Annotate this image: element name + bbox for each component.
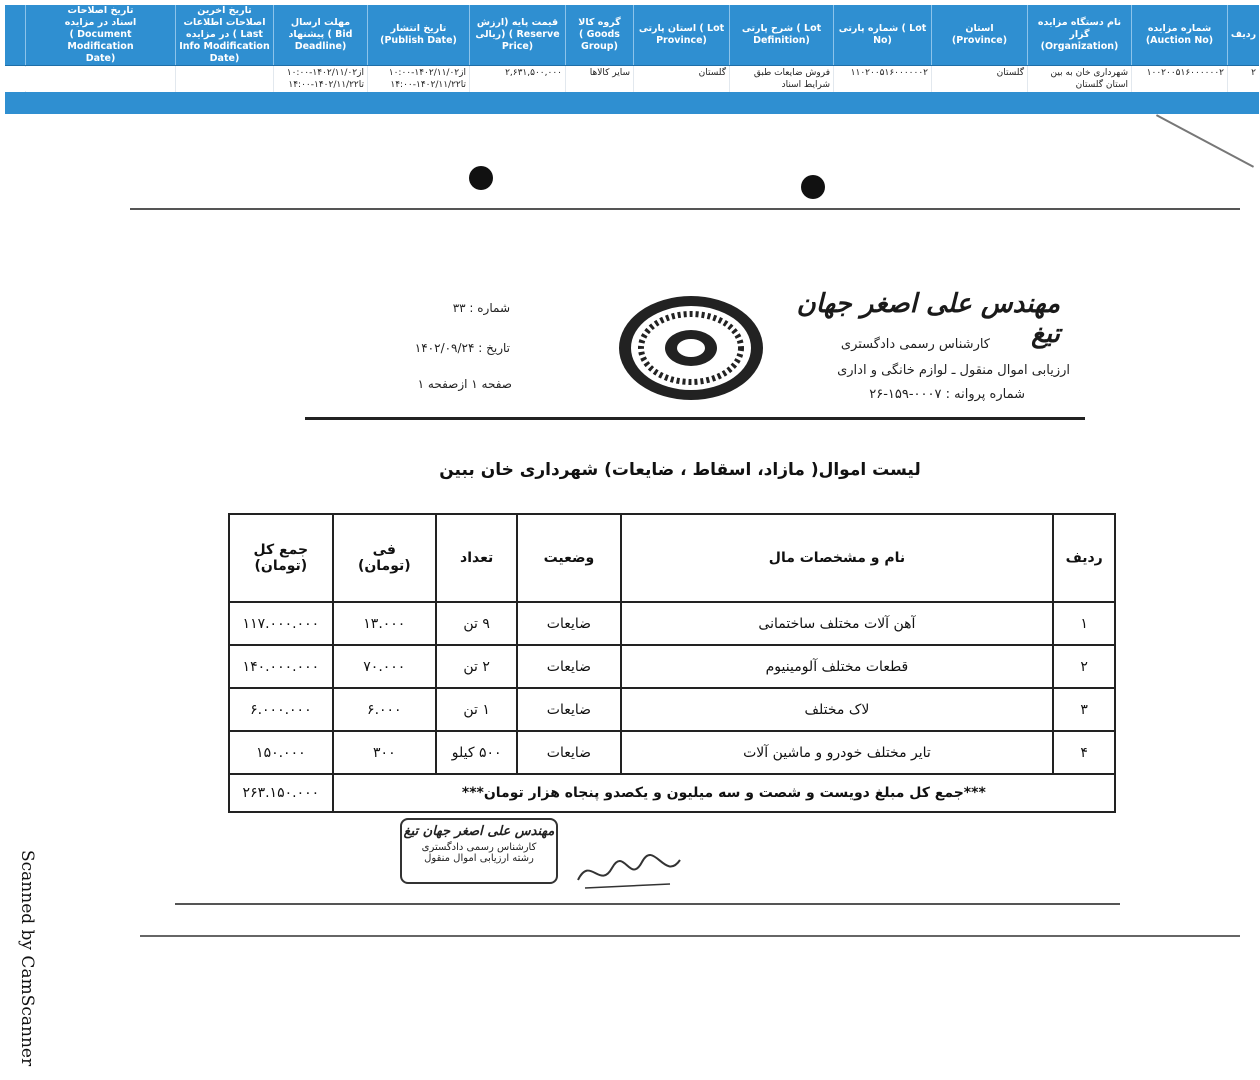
auction-header-lot-province: استان پارتی ( Lot Province) — [633, 5, 729, 65]
goods-table-row — [229, 602, 1115, 645]
camscanner-watermark — [14, 850, 44, 1080]
col-unit-price-header: فی (تومان) — [333, 514, 436, 602]
goods-cell-quantity: ۲ تن — [436, 645, 517, 688]
col-row-header: ردیف — [1053, 514, 1115, 602]
goods-cell-quantity: ۹ تن — [436, 602, 517, 645]
auction-header-goods-group: گروه کالا ( Goods Group) — [565, 5, 633, 65]
total-amount-value: ۲۶۳.۱۵۰.۰۰۰ — [229, 774, 333, 812]
goods-cell-total: ۱۱۷.۰۰۰.۰۰۰ — [229, 602, 333, 645]
auction-cell-goods-group: سایر کالاها — [565, 66, 633, 92]
signature — [570, 840, 690, 900]
camscanner-text: Scanned by CamScanner — [17, 850, 37, 1067]
auction-header-auction-no: شماره مزایده (Auction No) — [1131, 5, 1227, 65]
goods-cell-row: ۴ — [1053, 731, 1115, 774]
auction-cell-auction-no[interactable]: ۱۰۰۲۰۰۵۱۶۰۰۰۰۰۰۲ — [1131, 66, 1227, 92]
auction-header-row: ردیف — [1227, 5, 1259, 65]
footer-divider-2 — [140, 935, 1240, 937]
letter-number: شماره : ۳۳ — [452, 301, 510, 315]
goods-table-row — [229, 645, 1115, 688]
auction-header-reserve-price: قیمت پایه (ارزش ریالی) ( Reserve Price) — [469, 5, 565, 65]
goods-cell-row: ۳ — [1053, 688, 1115, 731]
auction-cell-publish-date: از۱۴۰۲/۱۱/۰۲-۱۰:۰۰ تا۱۴۰۲/۱۱/۲۲-۱۴:۰۰ — [367, 66, 469, 92]
auction-header-province: استان (Province) — [931, 5, 1027, 65]
goods-table-row — [229, 731, 1115, 774]
goods-cell-status: ضایعات — [517, 688, 620, 731]
document-title: لیست اموال( مازاد، اسقاط ، ضایعات) شهرداری خان ببین — [439, 460, 921, 480]
goods-cell-row: ۲ — [1053, 645, 1115, 688]
page-indicator: صفحه ۱ ازصفحه ۱ — [417, 377, 512, 391]
blank-cell — [5, 67, 85, 91]
auction-header-lot-definition: شرح پارتی ( Lot Definition) — [729, 5, 833, 65]
punch-hole — [469, 166, 493, 190]
stamp-title: کارشناس رسمی دادگستری — [421, 842, 537, 853]
stamp-field: رشته ارزیابی اموال منقول — [424, 853, 534, 864]
expert-stamp — [400, 818, 558, 884]
goods-cell-quantity: ۵۰۰ کیلو — [436, 731, 517, 774]
col-status-header: وضعیت — [517, 514, 620, 602]
col-name-header: نام و مشخصات مال — [621, 514, 1054, 602]
auction-cell-reserve-price: ۲,۶۳۱,۵۰۰,۰۰۰ — [469, 66, 565, 92]
goods-cell-total: ۱۴۰.۰۰۰.۰۰۰ — [229, 645, 333, 688]
letter-date: تاریخ : ۱۴۰۲/۰۹/۲۴ — [414, 341, 510, 355]
auction-cell-lot-no: ۱۱۰۲۰۰۵۱۶۰۰۰۰۰۰۲ — [833, 66, 931, 92]
auction-cell-organization: شهرداری خان به بین استان گلستان — [1027, 66, 1131, 92]
expert-name: مهندس علی اصغر جهان تیغ — [796, 289, 1060, 349]
auction-header-last-info-mod: تاریخ آخرین اصلاحات اطلاعات در مزایده ( Last Info Modification Date) — [175, 5, 273, 65]
auction-header-doc-mod: تاریخ اصلاحات اسناد در مزایده ( Document Modification Date) — [25, 5, 175, 65]
goods-cell-unit-price: ۷۰.۰۰۰ — [333, 645, 436, 688]
goods-cell-name: آهن آلات مختلف ساختمانی — [621, 602, 1054, 645]
col-total-header: جمع کل (تومان) — [229, 514, 333, 602]
auction-cell-lot-definition: فروش ضایعات طبق شرایط اسناد — [729, 66, 833, 92]
auction-header-organization: نام دستگاه مزایده گزار (Organization) — [1027, 5, 1131, 65]
total-amount-text: ***جمع کل مبلغ دویست و شصت و سه میلیون و یکصدو پنجاه هزار تومان*** — [333, 774, 1115, 812]
justice-emblem-logo — [616, 293, 766, 403]
scanned-document — [0, 115, 1260, 1067]
goods-cell-total: ۶.۰۰۰.۰۰۰ — [229, 688, 333, 731]
auction-header-lot-no: شماره پارتی ( Lot No) — [833, 5, 931, 65]
goods-cell-unit-price: ۳۰۰ — [333, 731, 436, 774]
auction-cell-province: گلستان — [931, 66, 1027, 92]
auction-cell-row: ۲ — [1227, 66, 1259, 92]
auction-cell-last-info-mod — [175, 66, 273, 92]
auction-table-footer-bar — [5, 92, 1259, 114]
goods-table — [228, 513, 1116, 813]
auction-table-row — [5, 66, 1259, 93]
expert-title: کارشناس رسمی دادگستری — [840, 337, 990, 352]
license-number: شماره پروانه : ۰۰۰۷-۱۵۹-۲۶ — [869, 387, 1025, 402]
auction-header-bid-deadline: مهلت ارسال پیشنهاد ( Bid Deadline) — [273, 5, 367, 65]
goods-cell-total: ۱۵۰.۰۰۰ — [229, 731, 333, 774]
header-divider — [305, 417, 1085, 420]
footer-divider-1 — [175, 903, 1120, 905]
col-quantity-header: تعداد — [436, 514, 517, 602]
top-fold-line — [130, 208, 1240, 210]
corner-fold-line — [1156, 114, 1254, 167]
auction-cell-bid-deadline: از۱۴۰۲/۱۱/۰۲-۱۰:۰۰ تا۱۴۰۲/۱۱/۲۲-۱۴:۰۰ — [273, 66, 367, 92]
goods-cell-unit-price: ۱۳.۰۰۰ — [333, 602, 436, 645]
expert-field: ارزیابی اموال منقول ـ لوازم خانگی و اداری — [837, 363, 1070, 378]
goods-table-row — [229, 688, 1115, 731]
goods-table-body — [229, 602, 1115, 774]
goods-cell-name: لاک مختلف — [621, 688, 1054, 731]
stamp-name: مهندس علی اصغر جهان تیغ — [403, 824, 555, 839]
goods-cell-quantity: ۱ تن — [436, 688, 517, 731]
goods-cell-name: تایر مختلف خودرو و ماشین آلات — [621, 731, 1054, 774]
auction-cell-lot-province: گلستان — [633, 66, 729, 92]
auction-table-header — [5, 5, 1259, 66]
goods-cell-name: قطعات مختلف آلومینیوم — [621, 645, 1054, 688]
auction-header-publish-date: تاریخ انتشار (Publish Date) — [367, 5, 469, 65]
goods-cell-status: ضایعات — [517, 731, 620, 774]
goods-cell-status: ضایعات — [517, 602, 620, 645]
punch-hole — [801, 175, 825, 199]
goods-cell-row: ۱ — [1053, 602, 1115, 645]
goods-cell-unit-price: ۶.۰۰۰ — [333, 688, 436, 731]
goods-cell-status: ضایعات — [517, 645, 620, 688]
